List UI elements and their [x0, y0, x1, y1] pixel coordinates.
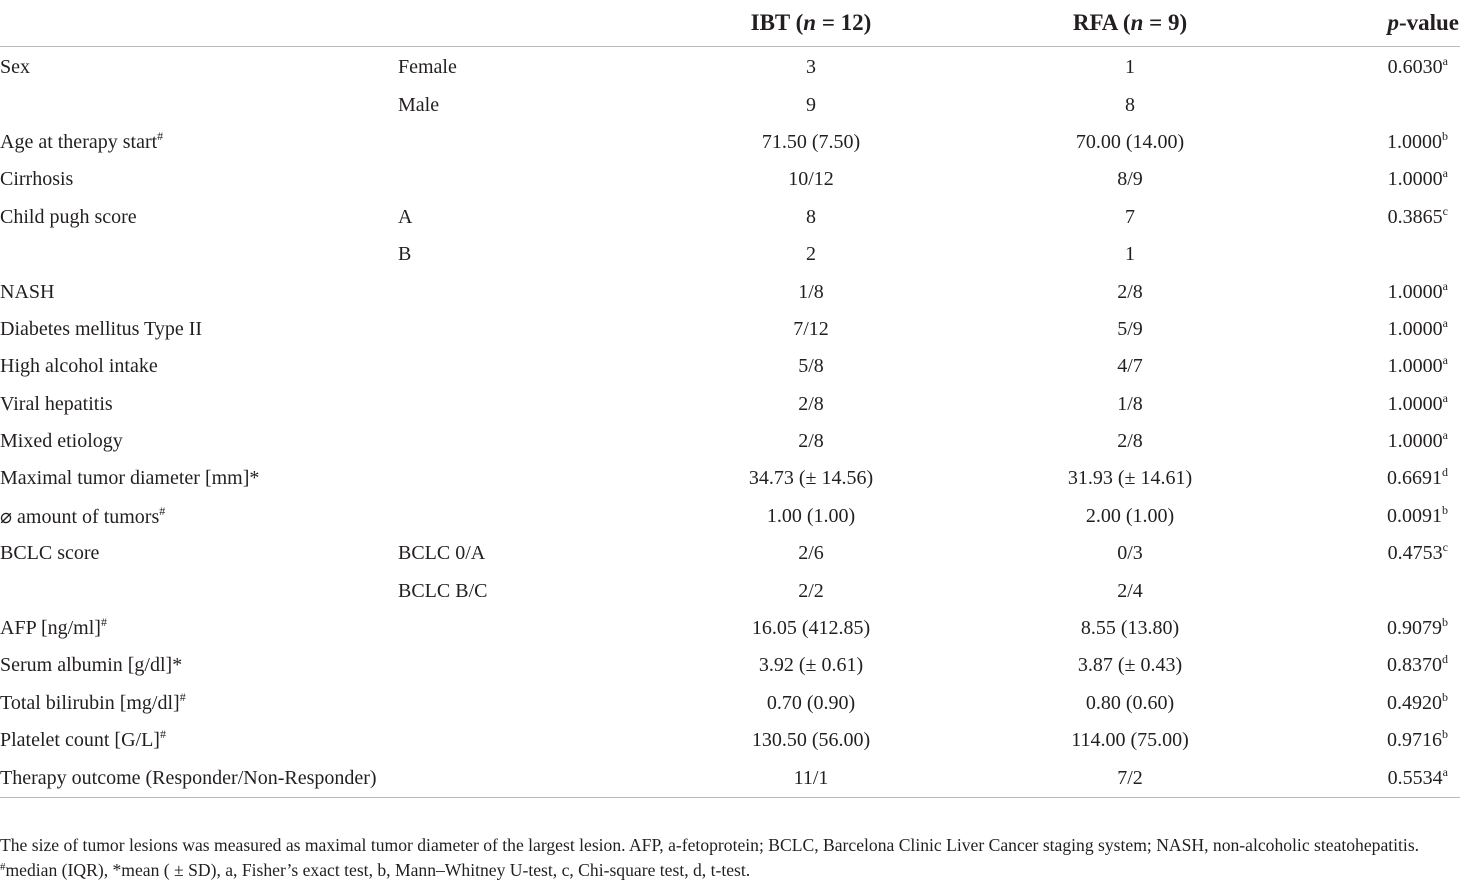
p-value: 0.9716$^b$	[1387, 727, 1448, 752]
table-row	[0, 722, 1460, 759]
row-sublabel	[398, 124, 652, 161]
row-label: Mixed etiology	[0, 430, 123, 453]
ibt-value: 10/12	[788, 168, 834, 191]
table-row	[0, 124, 1460, 161]
footnote-marker: b	[1442, 727, 1448, 742]
row-label: Diabetes mellitus Type II	[0, 317, 203, 340]
rfa-value: 114.00 (75.00)	[1071, 729, 1189, 752]
p-value: 0.6030$^a$	[1387, 54, 1448, 79]
p-value: 1.0000$^a$	[1387, 428, 1448, 453]
ibt-value: 3.92 (± 0.61)	[758, 654, 864, 677]
footnote-marker: a	[1442, 166, 1448, 181]
table-row	[0, 236, 1460, 273]
ibt-value: 2/2	[798, 579, 824, 602]
rfa-value: 7	[1125, 205, 1135, 228]
footnote-marker: #	[100, 615, 107, 630]
header-rfa: RFA (n = 9)	[970, 0, 1290, 47]
p-value: 0.5534$^a$	[1290, 759, 1460, 797]
footnote-marker: b	[1442, 128, 1448, 143]
row-sublabel	[398, 386, 652, 423]
p-value: 0.4920$^b$	[1387, 689, 1448, 714]
row-label: High alcohol intake	[0, 355, 158, 378]
row-sublabel	[398, 460, 652, 497]
footnote-marker: d	[1442, 652, 1448, 667]
row-sublabel: BCLC 0/A	[398, 542, 486, 565]
p-value: 0.6691$^d$	[1387, 465, 1448, 490]
row-sublabel	[398, 161, 652, 198]
row-sublabel: Female	[398, 56, 457, 79]
p-value: 1.0000$^a$	[1387, 353, 1448, 378]
p-value: 1.0000$^a$	[1387, 166, 1448, 191]
ibt-value: 2	[806, 243, 816, 266]
footnote-marker: a	[1442, 278, 1448, 293]
footnote-marker: d	[1442, 465, 1448, 480]
table-body	[0, 47, 1460, 798]
row-label: Serum albumin [g/dl]*	[0, 654, 183, 677]
footnote-marker: b	[1442, 689, 1448, 704]
ibt-value: 2/8	[798, 430, 824, 453]
ibt-value: 2/6	[798, 542, 824, 565]
ibt-value: 1/8	[798, 280, 824, 303]
ibt-value: 2/8	[798, 392, 824, 415]
p-value: 1.0000$^a$	[1387, 315, 1448, 340]
table-row	[0, 348, 1460, 385]
row-label: Sex	[0, 56, 30, 79]
ibt-value: 9	[806, 93, 816, 116]
footnote-marker: c	[1442, 540, 1448, 555]
table-row	[0, 273, 1460, 310]
row-sublabel: Male	[398, 93, 440, 116]
footnote-marker: a	[1442, 764, 1448, 779]
header-ibt: IBT (n = 12)	[652, 0, 970, 47]
row-sublabel	[398, 610, 652, 647]
table-row	[0, 535, 1460, 572]
row-label	[0, 86, 398, 123]
rfa-value: 1	[1125, 56, 1135, 79]
table-row	[0, 685, 1460, 722]
header-row	[0, 0, 1460, 47]
rfa-value: 0/3	[1117, 542, 1143, 565]
table-row	[0, 311, 1460, 348]
ibt-value: 130.50 (56.00)	[751, 729, 871, 752]
footnote-marker: b	[1442, 615, 1448, 630]
table-row	[0, 423, 1460, 460]
row-label: NASH	[0, 280, 55, 303]
row-label: Therapy outcome (Responder/Non-Responder)	[0, 759, 398, 797]
footnote-marker: #	[179, 689, 186, 704]
row-label: Platelet count [G/L]#	[0, 727, 166, 752]
row-sublabel	[398, 423, 652, 460]
footnote-marker: c	[1442, 203, 1448, 218]
row-sublabel	[398, 273, 652, 310]
table-footnote: The size of tumor lesions was measured as maximal tumor diameter of the largest lesion. AFP, a-fetoprotein; BCLC, Barcelona Clinic Liver Cancer staging system; NASH, non-alcoholic steatohepatitis. #median (IQR), *mean ( ± SD), a, Fisher’s exact test, b, Mann–Whitney U-test, c, Chi-square test, d, t-test.	[0, 835, 1420, 880]
table-row	[0, 199, 1460, 236]
rfa-value: 1	[1125, 243, 1135, 266]
ibt-value: 11/1	[652, 759, 970, 797]
rfa-value: 2/8	[1117, 430, 1143, 453]
row-sublabel	[398, 311, 652, 348]
footnote-marker: #	[159, 727, 166, 742]
ibt-value: 71.50 (7.50)	[761, 130, 861, 153]
ibt-value: 8	[806, 205, 816, 228]
row-label: AFP [ng/ml]#	[0, 615, 107, 640]
p-value: 1.0000$^a$	[1387, 390, 1448, 415]
rfa-value: 7/2	[970, 759, 1290, 797]
table-row	[0, 759, 1460, 797]
table-row	[0, 86, 1460, 123]
ibt-value: 0.70 (0.90)	[766, 691, 856, 714]
p-value: 0.9079$^b$	[1387, 615, 1448, 640]
rfa-value: 70.00 (14.00)	[1075, 130, 1185, 153]
p-value: 0.3865$^c$	[1387, 203, 1448, 228]
p-value: 1.0000$^b$	[1387, 128, 1448, 153]
row-sublabel: B	[398, 243, 412, 266]
rfa-value: 8/9	[1117, 168, 1143, 191]
footnote-marker: a	[1442, 428, 1448, 443]
p-value	[1290, 572, 1460, 609]
ibt-value: 34.73 (± 14.56)	[748, 467, 874, 490]
row-label: Child pugh score	[0, 205, 137, 228]
footnote-marker: a	[1442, 390, 1448, 405]
table-row	[0, 498, 1460, 535]
row-sublabel	[398, 722, 652, 759]
header-empty-label	[0, 0, 398, 47]
row-label: Total bilirubin [mg/dl]#	[0, 689, 186, 714]
rfa-value: 1/8	[1117, 392, 1143, 415]
row-label: BCLC score	[0, 542, 100, 565]
rfa-value: 0.80 (0.60)	[1085, 691, 1175, 714]
row-sublabel: BCLC B/C	[398, 579, 488, 602]
row-sublabel	[398, 647, 652, 684]
footnote-marker: a	[1442, 315, 1448, 330]
row-sublabel: A	[398, 205, 413, 228]
rfa-value: 2/4	[1117, 579, 1143, 602]
ibt-value: 3	[806, 56, 816, 79]
p-value: 0.4753$^c$	[1387, 540, 1448, 565]
row-label: Maximal tumor diameter [mm]*	[0, 467, 260, 490]
rfa-value: 2/8	[1117, 280, 1143, 303]
rfa-value: 4/7	[1117, 355, 1143, 378]
footnote-marker: b	[1442, 502, 1448, 517]
row-sublabel	[398, 759, 652, 797]
table-row	[0, 610, 1460, 647]
row-label: Cirrhosis	[0, 168, 74, 191]
p-value: 1.0000$^a$	[1387, 278, 1448, 303]
row-sublabel	[398, 498, 652, 535]
table-row	[0, 386, 1460, 423]
row-label: Viral hepatitis	[0, 392, 113, 415]
rfa-value: 5/9	[1117, 317, 1143, 340]
p-value: 0.0091$^b$	[1387, 502, 1448, 527]
p-value	[1290, 86, 1460, 123]
rfa-value: 8	[1125, 93, 1135, 116]
footnote-marker: a	[1442, 353, 1448, 368]
ibt-value: 1.00 (1.00)	[766, 504, 856, 527]
table-row	[0, 161, 1460, 198]
row-label: Age at therapy start#	[0, 128, 164, 153]
rfa-value: 2.00 (1.00)	[1085, 504, 1175, 527]
rfa-value: 8.55 (13.80)	[1080, 617, 1180, 640]
ibt-value: 16.05 (412.85)	[751, 617, 871, 640]
rfa-value: 31.93 (± 14.61)	[1067, 467, 1193, 490]
table-row	[0, 460, 1460, 497]
table-row	[0, 572, 1460, 609]
footnote-marker: #	[159, 503, 166, 518]
p-value	[1290, 236, 1460, 273]
row-sublabel	[398, 685, 652, 722]
p-value: 0.8370$^d$	[1387, 652, 1448, 677]
ibt-value: 7/12	[793, 317, 829, 340]
header-empty-sub	[398, 0, 652, 47]
table-header	[0, 0, 1460, 47]
table-row	[0, 647, 1460, 684]
table-row	[0, 47, 1460, 87]
row-label: ⌀ amount of tumors#	[0, 503, 166, 528]
rfa-value: 3.87 (± 0.43)	[1077, 654, 1183, 677]
ibt-value: 5/8	[798, 355, 824, 378]
footnote-marker: #	[157, 128, 164, 143]
row-sublabel	[398, 348, 652, 385]
footnote-marker: a	[1442, 54, 1448, 69]
row-label	[0, 236, 398, 273]
row-label	[0, 572, 398, 609]
header-p-value: p-value	[1290, 0, 1460, 47]
